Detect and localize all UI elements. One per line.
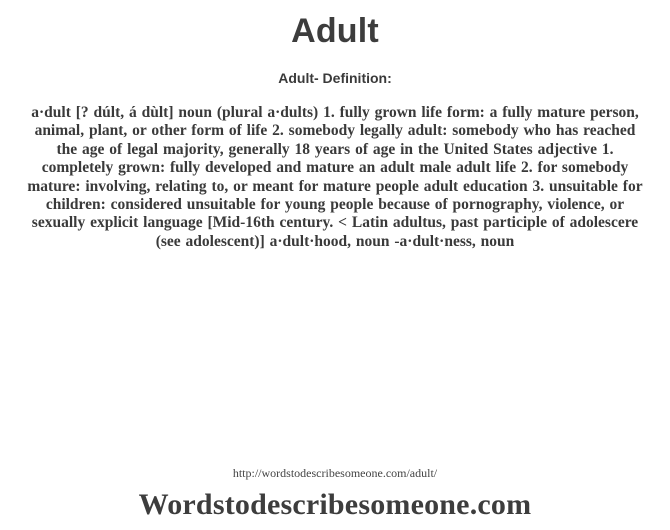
site-name: Wordstodescribesomeone.com: [138, 488, 532, 521]
definition-text: a·dult [? dúlt, á dùlt] noun (plural a·dults) 1. fully grown life form: a fully mature person, animal, plant, or other form of life 2. somebody legally adult: somebody who has reached the age of legal majority, generally 18 years of age in the United States adjective 1. completely grown: fully developed and mature an adult male adult life 2. for somebody mature: involving, relating to, or meant for mature people adult education 3. unsuitable for children: considered unsuitable for young people because of pornography, violence, or sexually explicit language [Mid-16th century. < Latin adultus, past participle of adolescere (see adolescent)] a·dult·hood, noun -a·dult·ness, noun: [27, 104, 643, 250]
definition-heading: Adult- Definition:: [278, 70, 392, 86]
source-url: http://wordstodescribesomeone.com/adult/: [232, 466, 438, 480]
page-title: Adult: [291, 12, 379, 50]
